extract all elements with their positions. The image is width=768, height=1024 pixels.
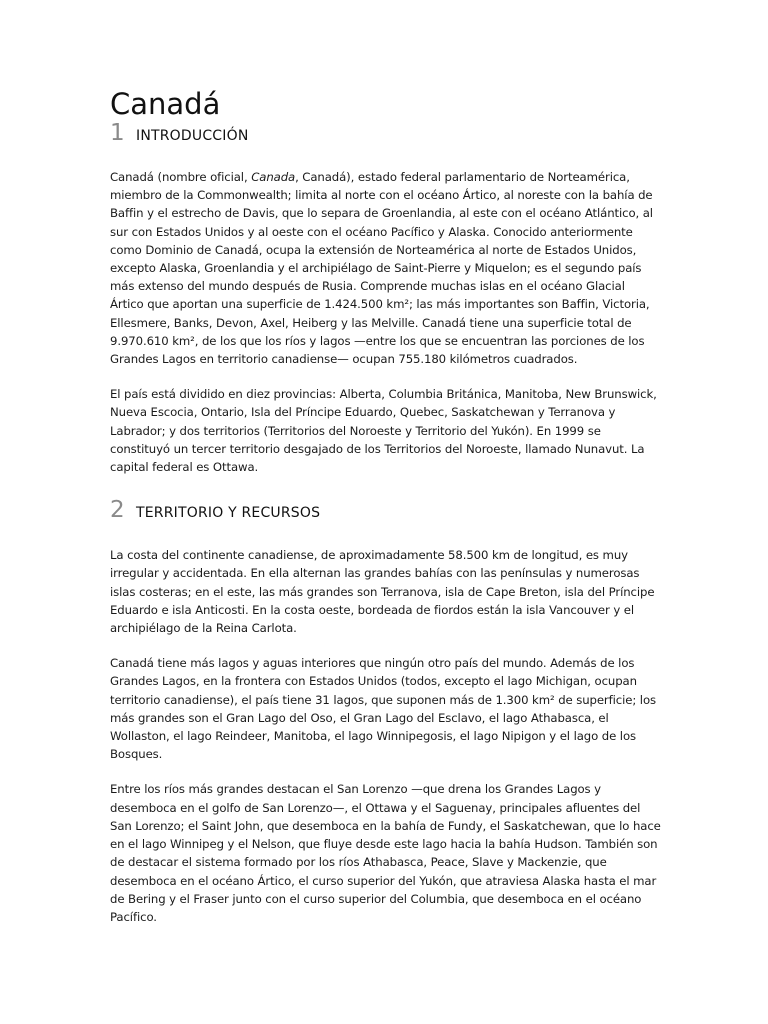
- paragraph-territory-2: Canadá tiene más lagos y aguas interiores que ningún otro país del mundo. Además de los Grandes Lagos, en la frontera con Estados Unidos (todos, excepto el lago Michigan, ocupan territorio canadiense), el país tiene 31 lagos, que suponen más de 1.300 km² de superficie; los más grandes son el Gran Lago del Oso, el Gran Lago del Esclavo, el lago Athabasca, el Wollaston, el lago Reindeer, Manitoba, el lago Winnipegosis, el lago Nipigon y el lago de los Bosques.: [110, 656, 656, 762]
- section-number: 1: [110, 120, 125, 146]
- paragraph-territory-3: Entre los ríos más grandes destacan el San Lorenzo —que drena los Grandes Lagos y desemboca en el golfo de San Lorenzo—, el Ottawa y el Saguenay, principales afluentes del San Lorenzo; el Saint John, que desemboca en la bahía de Fundy, el Saskatchewan, que lo hace en el lago Winnipeg y el Nelson, que fluye desde este lago hacia la bahía Hudson. También son de destacar el sistema formado por los ríos Athabasca, Peace, Slave y Mackenzie, que desemboca en el océano Ártico, el curso superior del Yukón, que atraviesa Alaska hasta el mar de Bering y el Fraser junto con el curso superior del Columbia, que desemboca en el océano Pacífico.: [110, 782, 661, 924]
- section-number: 2: [110, 497, 125, 524]
- document-page: [110, 86, 662, 926]
- text-run: Canadá (nombre oficial,: [110, 170, 252, 184]
- section-heading-1: [110, 120, 662, 146]
- section-heading-2: [110, 497, 662, 523]
- section-title: TERRITORIO Y RECURSOS: [136, 505, 321, 522]
- section-title: INTRODUCCIÓN: [136, 128, 249, 144]
- text-run-italic: Canada: [251, 170, 296, 184]
- paragraph-intro-2: El país está dividido en diez provincias: Alberta, Columbia Británica, Manitoba, New Brunswick, Nueva Escocia, Ontario, Isla del Príncipe Eduardo, Quebec, Saskatchewan y Terranova y Labrador; y dos territorios (Territorios del Noroeste y Territorio del Yukón). En 1999 se constituyó un tercer territorio desgajado de los Territorios del Noroeste, llamado Nunavut. La capital federal es Ottawa.: [110, 387, 657, 475]
- paragraph-territory-1: La costa del continente canadiense, de aproximadamente 58.500 km de longitud, es muy irregular y accidentada. En ella alternan las grandes bahías con las penínsulas y numerosas islas costeras; en el este, las más grandes son Terranova, isla de Cape Breton, isla del Príncipe Eduardo e isla Anticosti. En la costa oeste, bordeada de fiordos están la isla Vancouver y el archipiélago de la Reina Carlota.: [110, 548, 655, 636]
- paragraph-intro-1: [110, 168, 662, 368]
- text-run: , Canadá), estado federal parlamentario de Norteamérica, miembro de la Commonwealth; limita al norte con el océano Ártico, al noreste con la bahía de Baffin y el estrecho de Davis, que lo separa de Groenlandia, al este con el océano Atlántico, al sur con Estados Unidos y al oeste con el océano Pacífico y Alaska. Conocido anteriormente como Dominio de Canadá, ocupa la extensión de Norteamérica al norte de Estados Unidos, excepto Alaska, Groenlandia y el archipiélago de Saint-Pierre y Miquelon; es el segundo país más extenso del mundo después de Rusia. Comprende muchas islas en el océano Glacial Ártico que aportan una superficie de 1.424.500 km²; las más importantes son Baffin, Victoria, Ellesmere, Banks, Devon, Axel, Heiberg y las Melville. Canadá tiene una superficie total de 9.970.610 km², de los que los ríos y lagos —entre los que se encuentran las porciones de los Grandes Lagos en territorio canadiense— ocupan 755.180 kilómetros cuadrados.: [110, 170, 653, 367]
- document-title: Canadá: [110, 87, 221, 121]
